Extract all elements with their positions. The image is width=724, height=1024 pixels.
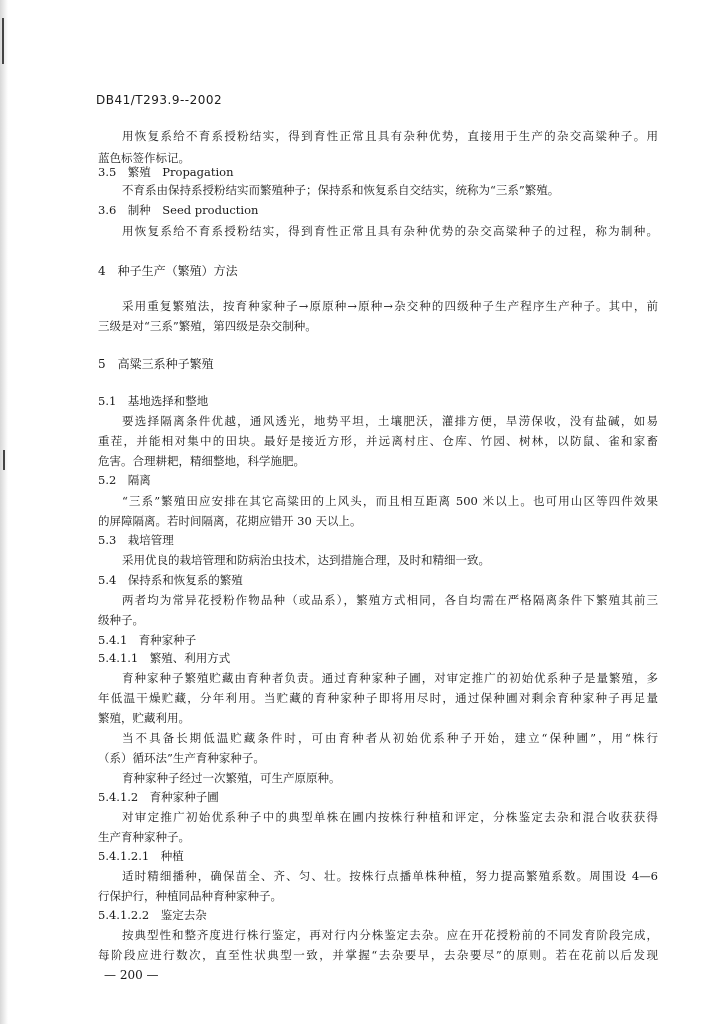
- paragraph-line: 繁殖，贮藏利用。: [98, 711, 190, 725]
- paragraph-line: 年低温干燥贮藏，分年利用。当贮藏的育种家种子即将用尽时，通过保种圃对剩余育种家种子再足量: [98, 691, 658, 705]
- paragraph-line: 每阶段应进行数次，直至性状典型一致，并掌握“去杂要早，去杂要尽”的原则。若在花前以后发现: [98, 948, 658, 962]
- paragraph-line: 不育系由保持系授粉结实而繁殖种子；保持系和恢复系自交结实，统称为“三系”繁殖。: [122, 183, 560, 197]
- paragraph-line: 当不具备长期低温贮藏条件时，可由育种者从初始优系种子开始，建立“保种圃”，用“株行: [122, 731, 658, 745]
- paragraph-line: “三系”繁殖田应安排在其它高粱田的上风头，而且相互距离 500 米以上。也可用山区等四件效果: [122, 494, 658, 508]
- paragraph-line: 三级是对“三系”繁殖，第四级是杂交制种。: [98, 319, 317, 333]
- scan-shadow: [0, 0, 8, 1024]
- section-heading: 5.4.1.2 育种家种子圃: [98, 790, 219, 804]
- section-heading: 4 种子生产（繁殖）方法: [98, 264, 238, 278]
- paragraph-line: 适时精细播种，确保苗全、齐、匀、壮。按株行点播单株种植，努力提高繁殖系数。周围设 4—6: [122, 869, 658, 883]
- paragraph-line: 按典型性和整齐度进行株行鉴定，再对行内分株鉴定去杂。应在开花授粉前的不同发育阶段完成，: [122, 928, 658, 942]
- paragraph-line: 要选择隔离条件优越，通风透光，地势平坦，土壤肥沃，灌排方便，旱涝保收，没有盐碱，如易: [122, 414, 658, 428]
- document-header: DB41/T293.9--2002: [96, 93, 223, 107]
- section-heading: 5.4.1.2.1 种植: [98, 849, 184, 863]
- paragraph-line: 用恢复系给不育系授粉结实，得到育性正常且具有杂种优势的杂交高粱种子的过程，称为制种。: [122, 224, 658, 238]
- section-heading: 5.4.1 育种家种子: [98, 633, 197, 647]
- paragraph-line: 育种家种子繁殖贮藏由育种者负责。通过育种家种子圃，对审定推广的初始优系种子是量繁殖，多: [122, 671, 658, 685]
- paragraph-line: 重茬，并能相对集中的田块。最好是接近方形，并远离村庄、仓库、竹园、树林，以防鼠、雀和家畜: [98, 434, 658, 448]
- section-heading: 5.4 保持系和恢复系的繁殖: [98, 573, 243, 587]
- section-heading: 5.1 基地选择和整地: [98, 394, 209, 408]
- paragraph-line: （系）循环法”生产育种家种子。: [98, 751, 265, 765]
- page-number: — 200 —: [104, 968, 159, 982]
- paragraph-line: 采用重复繁殖法，按育种家种子→原原种→原种→杂交种的四级种子生产程序生产种子。其中，前: [122, 299, 658, 313]
- section-heading: 5.3 栽培管理: [98, 533, 174, 547]
- paragraph-line: 育种家种子经过一次繁殖，可生产原原种。: [122, 771, 341, 785]
- paragraph-line: 的屏障隔离。若时间隔离，花期应错开 30 天以上。: [98, 514, 362, 528]
- paragraph-line: 生产育种家种子。: [98, 830, 190, 844]
- section-heading: 5.4.1.1 繁殖、利用方式: [98, 651, 231, 665]
- paragraph-line: 采用优良的栽培管理和防病治虫技术，达到措施合理，及时和精细一致。: [122, 553, 490, 567]
- paragraph-line: 蓝色标签作标记。: [98, 151, 190, 165]
- paragraph-line: 危害。合理耕耙，精细整地，科学施肥。: [98, 454, 305, 468]
- paragraph-line: 级种子。: [98, 613, 144, 627]
- section-heading: 3.6 制种 Seed production: [98, 203, 259, 217]
- paragraph-line: 用恢复系给不育系授粉结实，得到育性正常且具有杂种优势，直接用于生产的杂交高粱种子。用: [122, 129, 658, 143]
- paragraph-line: 行保护行，种植同品种育种家种子。: [98, 889, 282, 903]
- paragraph-line: 对审定推广初始优系种子中的典型单株在圃内按株行种植和评定，分株鉴定去杂和混合收获获得: [122, 810, 658, 824]
- section-heading: 3.5 繁殖 Propagation: [98, 165, 234, 179]
- scan-mark: [2, 18, 4, 64]
- section-heading: 5.4.1.2.2 鉴定去杂: [98, 908, 207, 922]
- section-heading: 5 高粱三系种子繁殖: [98, 357, 214, 371]
- scan-mark: [3, 450, 5, 470]
- paragraph-line: 两者均为常异花授粉作物品种（或品系），繁殖方式相同，各自均需在严格隔离条件下繁殖其前三: [122, 593, 658, 607]
- section-heading: 5.2 隔离: [98, 473, 151, 487]
